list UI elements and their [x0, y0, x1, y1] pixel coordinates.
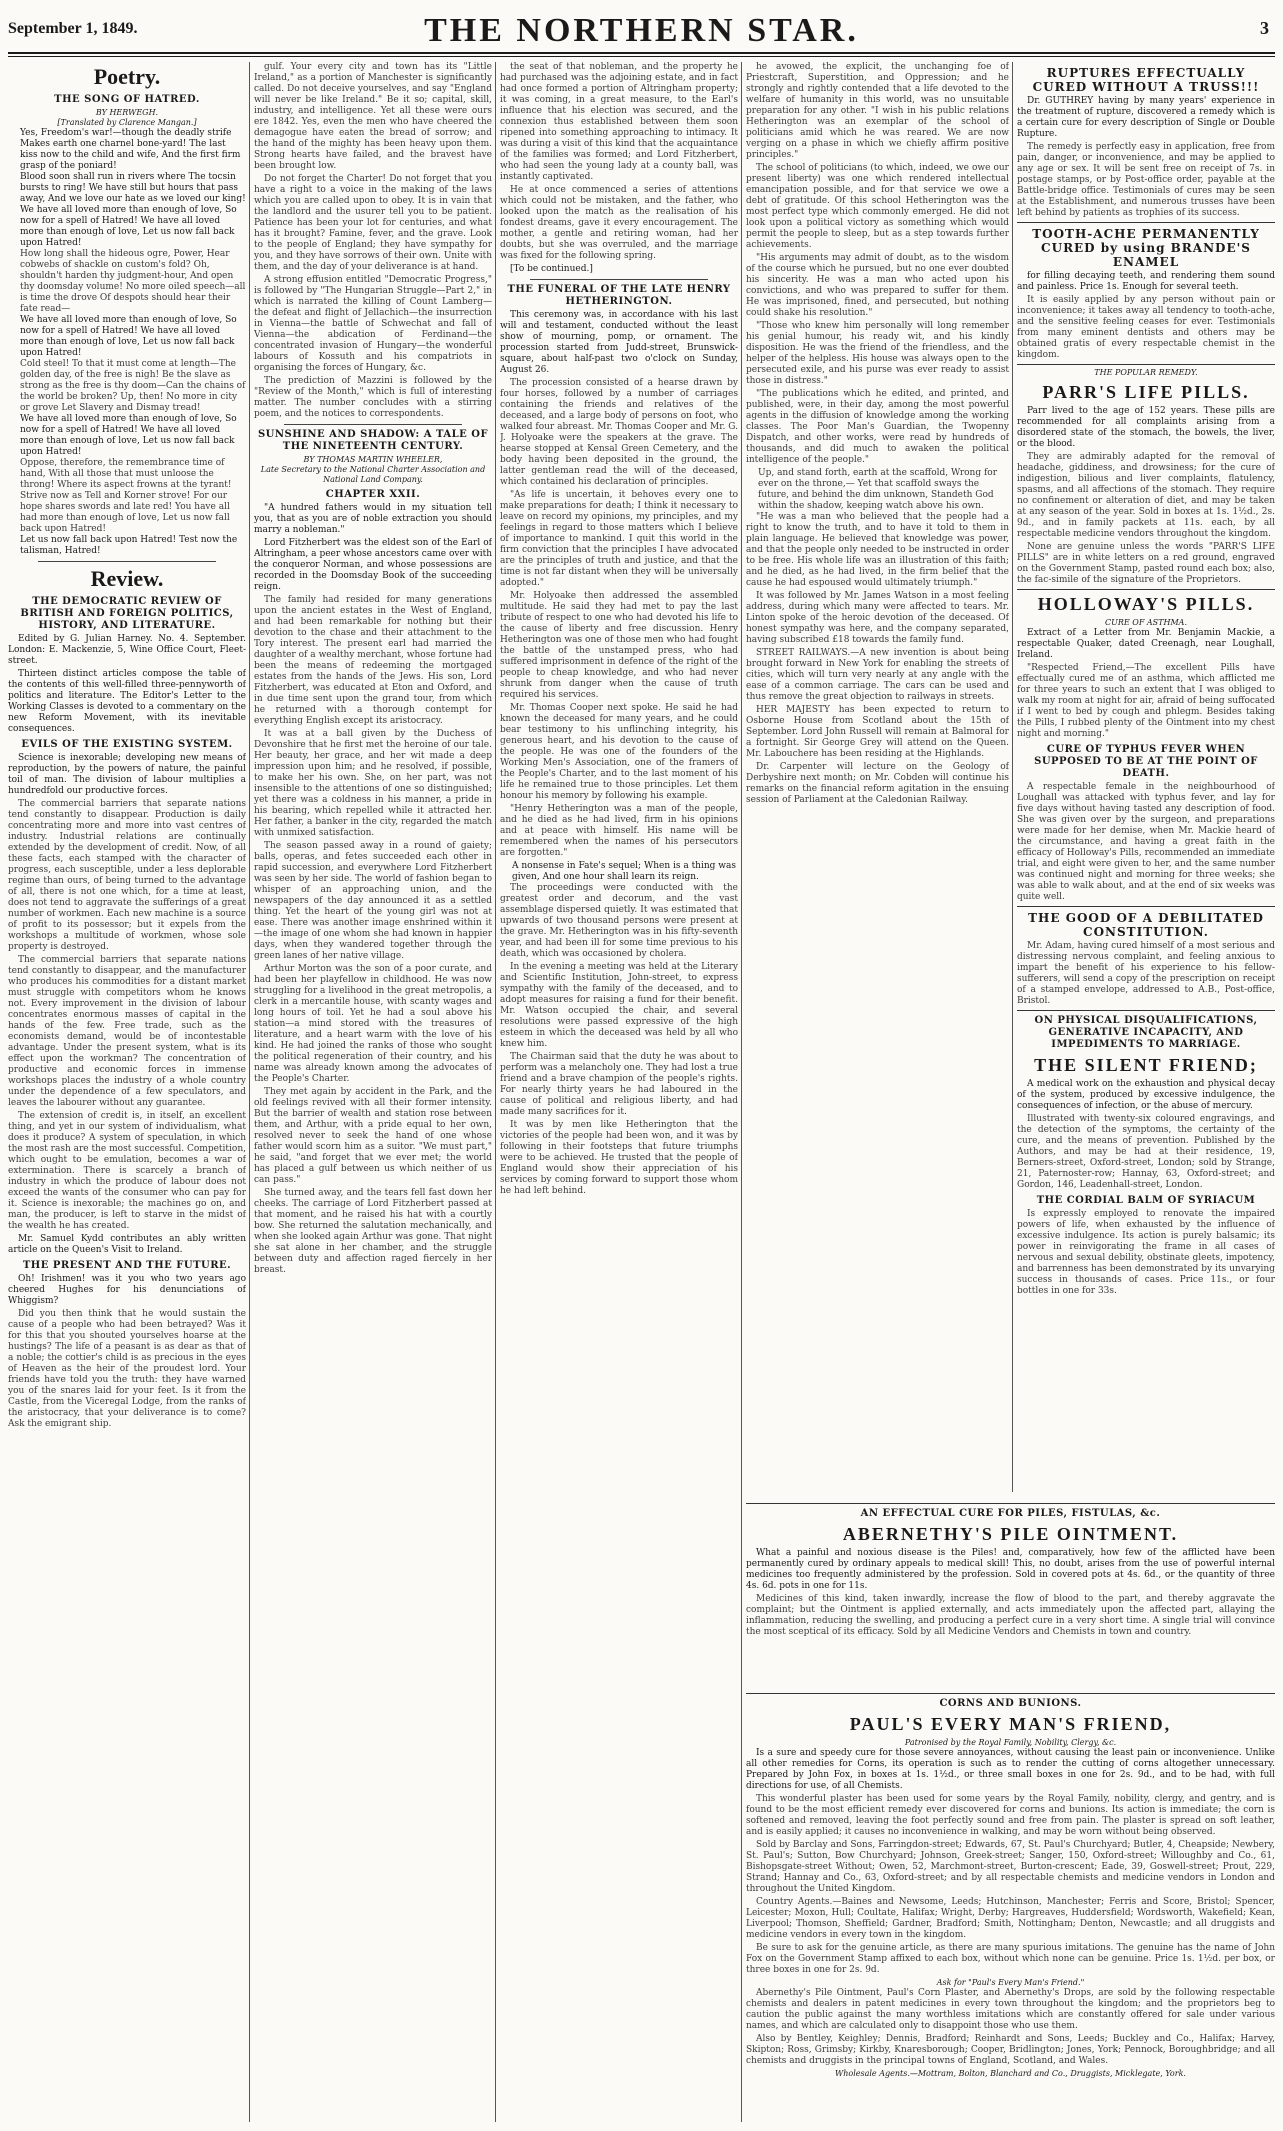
parr-ad-subtitle: THE POPULAR REMEDY.	[1094, 368, 1198, 377]
review-subheading: EVILS OF THE EXISTING SYSTEM.	[21, 739, 233, 750]
poem-refrain: We have all loved more than enough of love, So now for a spell of Hatred! We have all loved more than enough of love, Let us now fall back upon Hatred!	[20, 414, 237, 457]
poem-stanza: How long shall the hideous ogre, Power, Hear cobwebs of shackle on custom's fold? Oh, shouldn't harden thy judgment-hour, And open thy doomsday volume! No more oiled speech—all is time the drove Of despots should hear their fate read—	[20, 249, 246, 314]
funeral-title: THE FUNERAL OF THE LATE HENRY HETHERINGTON.	[507, 284, 731, 307]
corns-advert	[746, 1690, 1275, 2120]
funeral-paragraph: "His arguments may admit of doubt, as to the wisdom of the course which he pursued, but no one ever doubted his sincerity. He was a man who acted upon his convictions, and who was prepared to suffer for them. He was imprisoned, fined, and persecuted, but nothing could shake his resolution."	[746, 253, 1009, 318]
masthead	[8, 6, 1275, 52]
column-divider	[249, 62, 250, 2122]
poem-stanza: Blood soon shall run in rivers where The tocsin bursts to ring! We have still but hours that pass away, And we love our hate as we loved our king!	[20, 172, 246, 204]
holloway-ad-body: "Respected Friend,—The excellent Pills have effectually cured me of an asthma, which afflicted me for three years to such an extent that I was obliged to walk my room at night for air, afraid of being suffocated if I went to bed by cough and phlegm. Besides taking the Pills, I rubbed plenty of the Ointment into my chest night and morning."	[1017, 663, 1275, 739]
masthead-rule-thin	[8, 56, 1275, 57]
funeral-paragraph: "Henry Hetherington was a man of the people, and he died as he had lived, firm in his opinions and at peace with himself. His name will be remembered when the names of his persecutors are forgotten."	[500, 804, 738, 858]
fragment-paragraph: Did you then think that he would sustain the cause of a people who had been betrayed? Was it for this that you shouted yourselves hoarse at the hustings? The life of a peasant is as dear as that of a noble; the cottier's child is as precious in the eyes of Heaven as the heir of the proudest lord. Your friends have told you the truth: they have warned you of the snares laid for your feet. Is it from the Castle, from the Viceregal Lodge, from the ranks of the aristocracy, that your deliverance is to come? Ask the emigrant ship.	[8, 1309, 246, 1429]
poem-final: Let us now fall back upon Hatred! Test now the talisman, Hatred!	[20, 535, 238, 556]
poem-author: BY HERWEGH.	[95, 108, 159, 117]
parr-ad-body: They are admirably adapted for the removal of headache, giddiness, and drowsiness; for the cure of indigestion, bilious and liver complaints, flatulency, spasms, and all affections of the stomach. They require no confinement or alteration of diet, and may be taken at any season of the year. Sold in boxes at 1s. 1½d., 2s. 9d., and in family packets at 11s. each, by all respectable medicine vendors throughout the kingdom.	[1017, 452, 1275, 539]
poem-stanza: Oppose, therefore, the remembrance time of hand, With all those that must unloose the throng! Where its aspect frowns at the tyrant! Strive now as Tell and Korner strove! For our hope shares swords and late red! You have all had more than enough of love, Let us now fall back upon Hatred!	[20, 458, 232, 534]
holloway-ad-heading: CURE OF TYPHUS FEVER WHEN SUPPOSED TO BE AT THE POINT OF DEATH.	[1034, 744, 1258, 779]
novel-paragraph: He at once commenced a series of attentions which could not be mistaken, and the father, who looked upon the match as the realisation of his fondest dreams, gave it every encouragement. The mother, a gentle and retiring woman, had her doubts, but she was overruled, and the marriage was fixed for the following spring.	[500, 185, 738, 261]
corns-title: PAUL'S EVERY MAN'S FRIEND,	[849, 1714, 1172, 1734]
masthead-rule	[8, 52, 1275, 54]
review-publication: Edited by G. Julian Harney. No. 4. September. London: E. Mackenzie, 5, Wine Office Court, Fleet-street.	[8, 634, 246, 666]
novel-paragraph: Lord Fitzherbert was the eldest son of the Earl of Altringham, a peer whose ancestors came over with the conqueror Norman, and whose possessions are recorded in the Doomsday Book of the succeeding reign.	[254, 538, 492, 592]
fragment-paragraph: gulf. Your every city and town has its "Little Ireland," as a portion of Manchester is significantly called. Do not deceive yourselves, and say "England will never be like Ireland." Be it so; capital, skill, industry, and intelligence. Yet all these were ours ere 1842. Yes, even the men who have cheered the demagogue have eaten the bread of sorrow; and the hand of the mighty has been heavy upon them. Strong hearts have failed, and the bravest have been brought low.	[254, 62, 492, 171]
toothache-ad-body: It is easily applied by any person without pain or inconvenience; it takes away all tendency to tooth-ache, and the sensitive feeling ceases for ever. Testimonials from many eminent dentists and others may be obtained gratis of every respectable chemist in the kingdom.	[1017, 295, 1275, 360]
brown-ad-title: THE GOOD OF A DEBILITATED CONSTITUTION.	[1028, 911, 1264, 939]
novel-paragraph: It was at a ball given by the Duchess of Devonshire that he first met the heroine of our tale. Her beauty, her grace, and her wit made a deep impression upon him; and he resolved, if possible, to make her his own. She, on her part, was not insensible to the attentions of one so distinguished; yet there was a coldness in his manner, a pride in his bearing, which repelled while it attracted her. Her father, a banker in the city, regarded the match with unmixed satisfaction.	[254, 729, 492, 838]
review-paragraph: The extension of credit is, in itself, an excellent thing, and yet in our system of individualism, what does it produce? A system of speculation, in which the most rash are the most successful. Competition, which ought to be emulation, becomes a war of extermination. There is scarcely a branch of industry in which the produce of labour does not exceed the wants of the consumer who can pay for it. Science is inexorable; the machines go on, and man, the producer, is left to starve in the midst of the wealth he has created.	[8, 1111, 246, 1231]
corns-body: Is a sure and speedy cure for those severe annoyances, without causing the least pain or inconvenience. Unlike all other remedies for Corns, its operation is such as to render the cutting of corns altogether unnecessary. Prepared by John Fox, in boxes at 1s. 1½d., or three small boxes in one for 2s. 9d., and to be had, with full directions for use, of all Chemists.	[746, 1748, 1275, 1791]
corns-body: Be sure to ask for the genuine article, as there are many spurious imitations. The genuine has the name of John Fox on the Government Stamp affixed to each box, without which none can be genuine. Price 1s. 1½d. per box, or three boxes in one for 2s. 9d.	[746, 1943, 1275, 1975]
news-paragraph: Dr. Carpenter will lecture on the Geology of Derbyshire next month; on Mr. Cobden will continue his remarks on the financial reform agitation in the ensuing session of Parliament at the Caledonian Railway.	[746, 762, 1009, 805]
silent-friend-body: A medical work on the exhaustion and physical decay of the system, produced by excessive indulgence, the consequences of infection, or the abuse of mercury.	[1017, 1079, 1275, 1111]
funeral-paragraph: "Those who knew him personally will long remember his genial humour, his ready wit, and his kindly disposition. He was the friend of the friendless, and the helper of the helpless. His house was always open to the persecuted exile, and his purse was ever ready to assist those in distress."	[746, 321, 1009, 386]
poem-refrain: We have all loved more than enough of love, So now for a spell of Hatred! We have all loved more than enough of love, Let us now fall back upon Hatred!	[20, 315, 237, 358]
review-title: THE DEMOCRATIC REVIEW OF BRITISH AND FOREIGN POLITICS, HISTORY, AND LITERATURE.	[20, 596, 234, 631]
parr-ad-body: None are genuine unless the words "PARR'S LIFE PILLS" are in white letters on a red ground, engraved on the Government Stamp, pasted round each box; also, the fac-simile of the signature of the Proprietors.	[1017, 542, 1275, 585]
funeral-paragraph: "As life is uncertain, it behoves every one to make preparations for death; I think it necessary to leave on record my opinions, my principles, and my feelings in regard to those matters which I believe of importance to mankind. I quit this world in the firm conviction that the principles I have advocated are the principles of truth and justice, and that the time is not far distant when they will be universally adopted."	[500, 490, 738, 588]
corns-heading: CORNS AND BUNIONS.	[939, 1698, 1082, 1709]
column-divider	[495, 62, 496, 2122]
review-heading: Review.	[90, 566, 164, 591]
column-3	[500, 62, 738, 2122]
fragment-paragraph: A strong effusion entitled "Democratic Progress," is followed by "The Hungarian Struggle—Part 2," in which is narrated the killing of Count Lamberg—the defeat and flight of Jellachich—the insurrection in Vienna—the battle of Schwechat and fall of Vienna—the abdication of Ferdinand—the concentrated invasion of Hungary—the wonderful labours of Kossuth and his compatriots in organising the forces of Hungary, &c.	[254, 275, 492, 373]
cordial-heading: THE CORDIAL BALM OF SYRIACUM	[1036, 1195, 1256, 1206]
funeral-paragraph: "The publications which he edited, and printed, and published, were, in their day, among the most powerful agents in the diffusion of knowledge among the working classes. The Poor Man's Guardian, the Twopenny Dispatch, and other works, were read by hundreds of thousands, and did much to awaken the political intelligence of the people."	[746, 389, 1009, 465]
brown-ad-body: Mr. Adam, having cured himself of a most serious and distressing nervous complaint, and feeling anxious to impart the benefit of his experience to his fellow-sufferers, will send a copy of the prescription on receipt of a stamped envelope, addressed to A.B., Post-office, Bristol.	[1017, 941, 1275, 1006]
newspaper-title: THE NORTHERN STAR.	[424, 12, 859, 49]
news-paragraph: HER MAJESTY has been expected to return to Osborne House from Scotland about the 15th of September. Lord John Russell will remain at Balmoral for a fortnight. Sir George Grey will attend on the Queen. Mr. Labouchere has been residing at the Highlands.	[746, 705, 1009, 759]
abernethy-body: What a painful and noxious disease is the Piles! and, comparatively, how few of the afflicted have been permanently cured by ordinary appeals to medical skill! This, no doubt, arises from the use of powerful internal medicines too frequently administered by the profession. Sold in covered pots at 4s. 6d., or the quantity of three 4s. 6d. pots in one for 11s.	[746, 1548, 1275, 1591]
fragment-paragraph: Oh! Irishmen! was it you who two years ago cheered Hughes for his denunciations of Whiggism?	[8, 1274, 246, 1306]
fragment-paragraph: The prediction of Mazzini is followed by the "Review of the Month," which is full of interesting matter. The number concludes with a stirring poem, and the notices to correspondents.	[254, 376, 492, 419]
silent-friend-title: THE SILENT FRIEND;	[1034, 1055, 1258, 1075]
poetry-heading: Poetry.	[93, 64, 161, 89]
column-4	[746, 62, 1009, 1492]
novel-affiliation: Late Secretary to the National Charter Association and National Land Company.	[260, 465, 486, 484]
review-paragraph: Thirteen distinct articles compose the table of the contents of this well-filled three-pennyworth of politics and literature. The Editor's Letter to the Working Classes is devoted to a commentary on the new Reform Movement, with its inevitable consequences.	[8, 669, 246, 734]
page-number: 3	[1260, 18, 1269, 38]
parr-ad-title: PARR'S LIFE PILLS.	[1042, 382, 1250, 402]
corns-body: Sold by Barclay and Sons, Farringdon-street; Edwards, 67, St. Paul's Churchyard; Butler, 4, Cheapside; Newbery, St. Paul's; Sutton, Bow Churchyard; Johnson, Greek-street; Sanger, 150, Oxford-street; Willoughby and Co., 61, Bishopsgate-street Without; Owen, 52, Marchmont-street, Burton-crescent; Eade, 39, Goswell-street; Prout, 229, Strand; Hannay and Co., 63, Oxford-street; and by all respectable chemists and medicine vendors in London and throughout the United Kingdom.	[746, 1840, 1275, 1894]
ruptures-ad-title: RUPTURES EFFECTUALLY CURED WITHOUT A TRUSS!!!	[1032, 66, 1260, 94]
corns-ask: Ask for "Paul's Every Man's Friend."	[936, 1978, 1085, 1987]
corns-body: Also by Bentley, Keighley; Dennis, Bradford; Reinhardt and Sons, Leeds; Buckley and Co., Halifax; Harvey, Skipton; Ross, Grimsby; Kirkby, Knaresborough; Cooper, Bridlington; Jones, York; Pennock, Boroughbridge; and all chemists and druggists in the principal towns of England, Scotland, and Wales.	[746, 2034, 1275, 2066]
toothache-ad-title: TOOTH-ACHE PERMANENTLY CURED by using BRANDE'S ENAMEL	[1032, 227, 1260, 269]
funeral-paragraph: The Chairman said that the duty he was about to perform was a melancholy one. They had lost a true friend and a brave champion of the people's rights. For nearly thirty years he had laboured in the cause of political and religious liberty, and had made many sacrifices for it.	[500, 1052, 738, 1117]
issue-date: September 1, 1849.	[8, 20, 138, 37]
funeral-paragraph: It was followed by Mr. James Watson in a most feeling address, during which many were affected to tears. Mr. Linton spoke of the heroic devotion of the deceased. Of honest sympathy was here, and the company separated, having subscribed £18 towards the family fund.	[746, 591, 1009, 645]
funeral-verse: Up, and stand forth, earth at the scaffold, Wrong for ever on the throne,— Yet that scaffold sways the future, and behind the dim unknown, Standeth God within the shadow, keeping watch above his own.	[758, 468, 998, 511]
novel-title: SUNSHINE AND SHADOW: A TALE OF THE NINETEENTH CENTURY.	[257, 429, 489, 452]
holloway-ad-body: Extract of a Letter from Mr. Benjamin Mackie, a respectable Quaker, dated Creenagh, near Loughall, Ireland.	[1017, 628, 1275, 660]
column-5	[1017, 62, 1275, 1492]
corns-body: Abernethy's Pile Ointment, Paul's Corn Plaster, and Abernethy's Drops, are sold by the following respectable chemists and dealers in patent medicines in every town throughout the kingdom; and the proprietors beg to caution the public against the many worthless imitations which are constantly offered for sale under various names, and which are calculated only to disappoint those who use them.	[746, 1988, 1275, 2031]
funeral-paragraph: The proceedings were conducted with the greatest order and decorum, and the vast assemblage dispersed quietly. It was estimated that upwards of two thousand persons were present at the grave. Mr. Hetherington was in his fifty-seventh year, and had been ill for some time previous to his death, which was occasioned by cholera.	[500, 883, 738, 959]
novel-paragraph: They met again by accident in the Park, and the old feelings revived with all their former intensity. But the barrier of wealth and station rose between them, and Arthur, with a pride equal to her own, resolved never to seek the hand of one whose father would scorn him as a suitor. "We must part," he said, "and forget that we ever met; the world has placed a gulf between us which neither of us can pass."	[254, 1087, 492, 1185]
funeral-paragraph: Mr. Thomas Cooper next spoke. He said he had known the deceased for many years, and he could bear testimony to his unflinching integrity, his generous heart, and his devotion to the cause of the people. He was one of the founders of the Working Men's Association, one of the framers of the People's Charter, and to the last moment of his life he remained true to those principles. Let them honour his memory by following his example.	[500, 703, 738, 801]
novel-paragraph: The family had resided for many generations upon the ancient estates in the West of England, and had been remarkable for nothing but their devotion to the chase and their attachment to the Tory interest. The present earl had married the daughter of a wealthy merchant, whose fortune had been the means of redeeming the mortgaged estates from the hands of the Jews. His son, Lord Fitzherbert, was educated at Eton and Oxford, and in due time sent upon the grand tour, from which he returned with a thorough contempt for everything English except its aristocracy.	[254, 595, 492, 726]
novel-paragraph: She turned away, and the tears fell fast down her cheeks. The carriage of Lord Fitzherbert passed at that moment, and he raised his hat with a courtly bow. She returned the salutation mechanically, and when she looked again Arthur was gone. That night she sat alone in her chamber, and the struggle between duty and affection raged fiercely in her breast.	[254, 1188, 492, 1275]
review-paragraph: Mr. Samuel Kydd contributes an ably written article on the Queen's Visit to Ireland.	[8, 1234, 246, 1255]
corns-body: This wonderful plaster has been used for some years by the Royal Family, nobility, clergy, and gentry, and is found to be the most efficient remedy ever discovered for corns and bunions. Its action is immediate; the corn is softened and removed, leaving the foot perfectly sound and free from pain. The plaster is spread on soft leather, and is easily applied; it causes no inconvenience in walking, and may be worn without being observed.	[746, 1794, 1275, 1837]
silent-friend-body: Illustrated with twenty-six coloured engravings, and the detection of the symptoms, the certainty of the cure, and the means of prevention. Published by the Authors, and may be had at their residence, 19, Berners-street, Oxford-street, London; sold by Strange, 21, Paternoster-row; Hannay, 63, Oxford-street; and Gordon, 146, Leadenhall-street, London.	[1017, 1114, 1275, 1190]
column-2	[254, 62, 492, 2122]
abernethy-body: Medicines of this kind, taken inwardly, increase the flow of blood to the part, and thereby aggravate the complaint; but the Ointment is applied externally, and acts immediately upon the affected part, allaying the inflammation, reducing the swelling, and producing a perfect cure in a very short time. A single trial will convince the most sceptical of its efficacy. Sold by all Medicine Vendors and Chemists in town and country.	[746, 1594, 1275, 1637]
cordial-body: Is expressly employed to renovate the impaired powers of life, when exhausted by the influence of excessive indulgence. Its action is purely balsamic; its power in reinvigorating the frame in all cases of nervous and sexual debility, obstinate gleets, impotency, and barrenness has been demonstrated by its unvarying success in thousands of cases. Price 11s., or four bottles in one for 33s.	[1017, 1209, 1275, 1296]
novel-continued: [To be continued.]	[510, 264, 593, 274]
novel-paragraph: the seat of that nobleman, and the property he had purchased was the adjoining estate, and in fact had once formed a portion of Altringham property; it was coming, in a great measure, to the Earl's influence that his election was secured, and the connexion thus established between them soon ripened into something approaching to intimacy. It was during a visit of this kind that the acquaintance of the families was formed; and Lord Fitzherbert, who had seen the young lady at a county ball, was instantly captivated.	[500, 62, 738, 182]
corns-subtitle: Patronised by the Royal Family, Nobility, Clergy, &c.	[904, 1738, 1117, 1747]
parr-ad-body: Parr lived to the age of 152 years. These pills are recommended for all complaints arising from a disordered state of the stomach, the bowels, the liver, or the blood.	[1017, 406, 1275, 449]
ruptures-ad-body: Dr. GUTHREY having by many years' experience in the treatment of rupture, discovered a remedy which is a certain cure for every description of Single or Double Rupture.	[1017, 96, 1275, 139]
novel-paragraph: The season passed away in a round of gaiety; balls, operas, and fetes succeeded each other in rapid succession, and everywhere Lord Fitzherbert was seen by her side. The world of fashion began to whisper of an approaching union, and the newspapers of the day announced it as a settled thing. Yet the heart of the young girl was not at ease. There was another image enshrined within it—the image of one whom she had known in happier days, when they wandered together through the green lanes of her native village.	[254, 841, 492, 961]
holloway-ad-body: A respectable female in the neighbourhood of Loughall was attacked with typhus fever, and lay for five days without having tasted any description of food. She was given over by the surgeon, and preparations were made for her demise, when Mr. Mackie heard of the circumstance, and having a great faith in the efficacy of Holloway's Pills, recommended an immediate trial, and eight were given to her, and the same number was continued night and morning for three weeks; she was able to walk about, and at the end of six weeks was quite well.	[1017, 782, 1275, 902]
physical-ad-heading: ON PHYSICAL DISQUALIFICATIONS, GENERATIVE INCAPACITY, AND IMPEDIMENTS TO MARRIAGE.	[1034, 1015, 1258, 1050]
funeral-paragraph: "He was a man who believed that the people had a right to know the truth, and to have it told to them in plain language. He believed that knowledge was power, and that the people only needed to be instructed in order to be free. His whole life was an illustration of this faith; and he died, as he had lived, in the firm belief that the cause he had espoused would ultimately triumph."	[746, 512, 1009, 588]
poem-refrain: We have all loved more than enough of love, So now for a spell of Hatred! We have all loved more than enough of love, Let us now fall back upon Hatred!	[20, 205, 237, 248]
corns-body: Country Agents.—Baines and Newsome, Leeds; Hutchinson, Manchester; Ferris and Score, Bristol; Spencer, Leicester; Moxon, Hull; Coultate, Halifax; Wright, Derby; Hargreaves, Huddersfield; Wordsworth, Wakefield; Kean, Liverpool; Thomson, Sheffield; Gardner, Bradford; Smith, Nottingham; Denton, Newcastle; and all druggists and medicine vendors in every town in the kingdom.	[746, 1897, 1275, 1940]
poem-translator: [Translated by Clarence Mangan.]	[57, 118, 197, 127]
review-paragraph: The commercial barriers that separate nations tend constantly to disappear. Production is daily concentrating more and more into vast centres of industry. Industrial relations are continually extended by the development of credit. Now, of all these facts, each stamped with the character of progress, each susceptible, under a less deplorable regime than ours, of being turned to the advantage of all, there is not one which, for a time at least, does not tend to aggravate the sufferings of a great number of workmen. Each new machine is a source of profit to its possessor; but it expels from the workshops a multitude of workmen, whose sole property is destroyed.	[8, 799, 246, 952]
funeral-paragraph: Mr. Holyoake then addressed the assembled multitude. He said they had met to pay the last tribute of respect to one who had devoted his life to the cause of liberty and free discussion. Henry Hetherington was one of those men who had fought the battle of the unstamped press, who had suffered imprisonment in defence of the right of the people to cheap knowledge, and who had never shrunk from danger when the cause of truth required his services.	[500, 591, 738, 700]
funeral-paragraph: The procession consisted of a hearse drawn by four horses, followed by a number of carriages containing the friends and relatives of the deceased, and a large body of persons on foot, who walked four abreast. Mr. Thomas Cooper and Mr. G. J. Holyoake were the speakers at the grave. The hearse stopped at Kensal Green Cemetery, and the body having been deposited in the ground, the latter gentleman read the will of the deceased, which contained his declaration of principles.	[500, 378, 738, 487]
column-1	[8, 62, 246, 2122]
funeral-paragraph: In the evening a meeting was held at the Literary and Scientific Institution, John-street, to express sympathy with the family of the deceased, and to adopt measures for raising a fund for their benefit. Mr. Watson occupied the chair, and several resolutions were passed expressive of the high esteem in which the deceased was held by all who knew him.	[500, 962, 738, 1049]
fragment-heading: THE PRESENT AND THE FUTURE.	[22, 1260, 232, 1271]
news-paragraph: STREET RAILWAYS.—A new invention is about being brought forward in New York for enabling the streets of cities, which will turn very nearly at any angle with the ease of a common carriage. The cars can be used and thus remove the great objection to railways in streets.	[746, 648, 1009, 702]
column-divider	[1012, 62, 1013, 1492]
poem-title: THE SONG OF HATRED.	[54, 94, 200, 105]
novel-epigraph: "A hundred fathers would in my situation tell you, that as you are of noble extraction you should marry a nobleman."	[254, 503, 492, 535]
column-divider	[741, 62, 742, 2122]
ruptures-ad-body: The remedy is perfectly easy in application, free from pain, danger, or inconvenience, and may be applied to any age or sex. It will be sent free on receipt of 7s. in postage stamps, or by Post-office order, payable at the Battle-bridge office. Testimonials of cures may be seen at the Establishment, and numerous trusses have been left behind by patients as trophies of its success.	[1017, 142, 1275, 218]
review-paragraph: The commercial barriers that separate nations tend constantly to disappear, and the manufacturer who produces his commodities for a distant market must struggle with competitors whom he knows not. Every improvement in the division of labour concentrates enormous masses of capital in the hands of the few. Free trade, such as the economists demand, would be of incontestable advantage. Under the present system, what is its effect upon the workman? The concentration of productive and economic forces in immense workshops places the industry of a whole country under the dependence of a few speculators, and leaves the labourer without any guarantee.	[8, 955, 246, 1108]
novel-paragraph: Arthur Morton was the son of a poor curate, and had been her playfellow in childhood. He was now struggling for a livelihood in the great metropolis, a clerk in a mercantile house, with scanty wages and long hours of toil. Yet he had a soul above his station—a mind stored with the treasures of literature, and a heart warm with the love of his kind. He had joined the ranks of those who sought the political regeneration of their country, and his name was already known among the advocates of the People's Charter.	[254, 964, 492, 1084]
abernethy-heading: AN EFFECTUAL CURE FOR PILES, FISTULAS, &c.	[860, 1508, 1161, 1519]
review-paragraph: Science is inexorable; developing new means of reproduction, by the powers of nature, the painful toil of man. The division of labour multiplies a hundredfold our productive forces.	[8, 753, 246, 796]
funeral-paragraph: he avowed, the explicit, the unchanging foe of Priestcraft, Superstition, and Oppression; and he strongly and rightly contended that a life devoted to the welfare of humanity in this world, was no unsuitable preparation for any other. "I wish in his public relations Hetherington was an exemplar of the school of politicians amid which he was reared. We are now verging on a phase in which we chiefly affirm positive principles."	[746, 62, 1009, 160]
poem-stanza: Cold steel! To that it must come at length—The golden day, of the free is nigh! Be the slave as strong as the free is thy doom—Can the chains of the world be broken? Up, then! No more in city or grove Let Slavery and Dismay tread!	[20, 359, 246, 413]
novel-author: BY THOMAS MARTIN WHEELER,	[303, 455, 443, 464]
poem-stanza: Yes, Freedom's war!—though the deadly strife Makes earth one charnel bone-yard! The last kiss now to the child and wife, And the first firm grasp of the poniard!	[20, 128, 241, 171]
holloway-ad-title: HOLLOWAY'S PILLS.	[1037, 594, 1255, 614]
funeral-paragraph: This ceremony was, in accordance with his last will and testament, conducted without the least show of mourning, pomp, or ornament. The procession started from Judd-street, Brunswick-square, about half-past two o'clock on Sunday, August 26.	[500, 310, 738, 375]
holloway-ad-subtitle: CURE OF ASTHMA.	[1104, 618, 1187, 627]
funeral-paragraph: The school of politicians (to which, indeed, we owe our present liberty) was one which rendered intellectual emancipation possible, and for that service we owe a debt of gratitude. Of this school Hetherington was the most perfect type which commonly emerged. He did not look upon a political victory as something which would permit the people to sleep, but as a step towards further achievements.	[746, 163, 1009, 250]
abernethy-title: ABERNETHY'S PILE OINTMENT.	[842, 1524, 1179, 1544]
toothache-ad-body: for filling decaying teeth, and rendering them sound and painless. Price 1s. Enough for several teeth.	[1017, 271, 1275, 292]
wholesale-agents: Wholesale Agents.—Mottram, Bolton, Blanchard and Co., Druggists, Micklegate, York.	[835, 2069, 1186, 2078]
fragment-paragraph: Do not forget the Charter! Do not forget that you have a right to a voice in the making of the laws which you are called upon to obey. It is in vain that the landlord and the usurer tell you to be patient. Patience has been your lot for centuries, and what has it brought? Famine, fever, and the grave. Look to the people of England; they have sympathy for you, and they have sorrows of their own. Unite with them, and the day of your deliverance is at hand.	[254, 174, 492, 272]
funeral-verse: A nonsense in Fate's sequel; When is a thing was given, And one hour shall learn its reign.	[512, 861, 736, 882]
funeral-paragraph: It was by men like Hetherington that the victories of the people had been won, and it was by following in their footsteps that future triumphs were to be achieved. He trusted that the people of England would show their appreciation of his services by coming forward to support those whom he had left behind.	[500, 1120, 738, 1196]
abernethy-advert	[746, 1500, 1275, 1680]
chapter-heading: CHAPTER XXII.	[325, 489, 421, 500]
